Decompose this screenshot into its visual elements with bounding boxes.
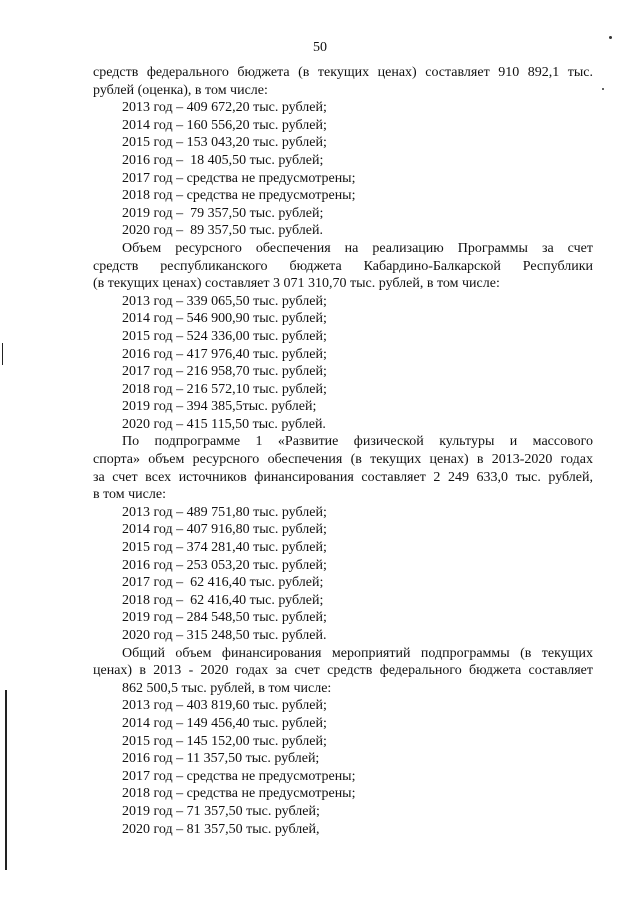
list-item: 2015 год – 145 152,00 тыс. рублей;: [122, 733, 327, 749]
list-item: 2014 год – 149 456,40 тыс. рублей;: [122, 715, 327, 731]
text-line: ценах) в 2013 - 2020 годах за счет средств федерального бюджета составляет: [93, 663, 593, 679]
list-item: 2019 год – 284 548,50 тыс. рублей;: [122, 610, 327, 626]
list-item: 2015 год – 153 043,20 тыс. рублей;: [122, 135, 327, 151]
text-line: 862 500,5 тыс. рублей, в том числе:: [122, 680, 332, 696]
list-item: 2020 год – 315 248,50 тыс. рублей.: [122, 628, 327, 643]
text-line: средств федерального бюджета (в текущих ценах) составляет 910 892,1 тыс.: [93, 65, 593, 80]
list-item: 2015 год – 374 281,40 тыс. рублей;: [122, 540, 327, 556]
list-item: 2020 год – 415 115,50 тыс. рублей.: [122, 416, 326, 432]
paragraph-republic-budget: [93, 240, 593, 293]
list-item: 2015 год – 524 336,00 тыс. рублей;: [122, 328, 327, 344]
list-item: 2018 год – средства не предусмотрены;: [122, 188, 356, 204]
text-line: в том числе:: [93, 487, 166, 503]
year-list: [93, 293, 593, 434]
year-list: [93, 99, 593, 240]
text-line: спорта» объем ресурсного обеспечения (в текущих ценах) в 2013-2020 годах: [93, 452, 593, 468]
list-item: 2020 год – 89 357,50 тыс. рублей.: [122, 223, 323, 239]
text-line: рублей (оценка), в том числе:: [93, 82, 268, 98]
list-item: 2016 год – 417 976,40 тыс. рублей;: [122, 346, 327, 362]
list-item: 2019 год – 394 385,5тыс. рублей;: [122, 399, 317, 415]
list-item: 2013 год – 489 751,80 тыс. рублей;: [122, 504, 327, 520]
list-item: 2019 год – 79 357,50 тыс. рублей;: [122, 205, 324, 221]
list-item: 2017 год – 62 416,40 тыс. рублей;: [122, 575, 324, 591]
paragraph-subprogram-federal: [93, 645, 593, 698]
text-line: По подпрограмме 1 «Развитие физической культуры и массового: [122, 434, 593, 450]
list-item: 2016 год – 11 357,50 тыс. рублей;: [122, 751, 320, 767]
year-list: [93, 504, 593, 645]
paragraph-subprogram-1: [93, 433, 593, 503]
text-line: Общий объем финансирования мероприятий подпрограммы (в текущих: [122, 645, 593, 661]
list-item: 2016 год – 253 053,20 тыс. рублей;: [122, 557, 327, 573]
scan-edge-mark: [5, 690, 7, 870]
list-item: 2018 год – 62 416,40 тыс. рублей;: [122, 592, 324, 608]
text-line: Объем ресурсного обеспечения на реализацию Программы за счет: [122, 240, 593, 256]
page-number: 50: [313, 40, 327, 55]
list-item: 2018 год – 216 572,10 тыс. рублей;: [122, 381, 327, 397]
list-item: 2016 год – 18 405,50 тыс. рублей;: [122, 152, 324, 168]
year-list: [93, 697, 593, 838]
list-item: 2013 год – 409 672,20 тыс. рублей;: [122, 100, 327, 116]
list-item: 2014 год – 160 556,20 тыс. рублей;: [122, 117, 327, 133]
list-item: 2014 год – 546 900,90 тыс. рублей;: [122, 311, 327, 327]
text-line: за счет всех источников финансирования составляет 2 249 633,0 тыс. рублей,: [93, 469, 593, 485]
scan-speck: [609, 36, 612, 39]
list-item: 2013 год – 339 065,50 тыс. рублей;: [122, 293, 327, 309]
list-item: 2020 год – 81 357,50 тыс. рублей,: [122, 821, 320, 837]
text-line: средств республиканского бюджета Кабардино-Балкарской Республики: [93, 258, 593, 274]
list-item: 2017 год – средства не предусмотрены;: [122, 170, 356, 186]
list-item: 2017 год – 216 958,70 тыс. рублей;: [122, 364, 327, 380]
list-item: 2017 год – средства не предусмотрены;: [122, 768, 356, 784]
paragraph-federal-budget: [93, 64, 593, 99]
text-line: (в текущих ценах) составляет 3 071 310,70 тыс. рублей, в том числе:: [93, 276, 500, 292]
list-item: 2018 год – средства не предусмотрены;: [122, 786, 356, 802]
list-item: 2013 год – 403 819,60 тыс. рублей;: [122, 698, 327, 714]
scan-edge-mark: [2, 343, 3, 365]
document-body: [93, 64, 593, 838]
scan-speck: [602, 88, 604, 90]
list-item: 2019 год – 71 357,50 тыс. рублей;: [122, 803, 320, 819]
list-item: 2014 год – 407 916,80 тыс. рублей;: [122, 522, 327, 538]
